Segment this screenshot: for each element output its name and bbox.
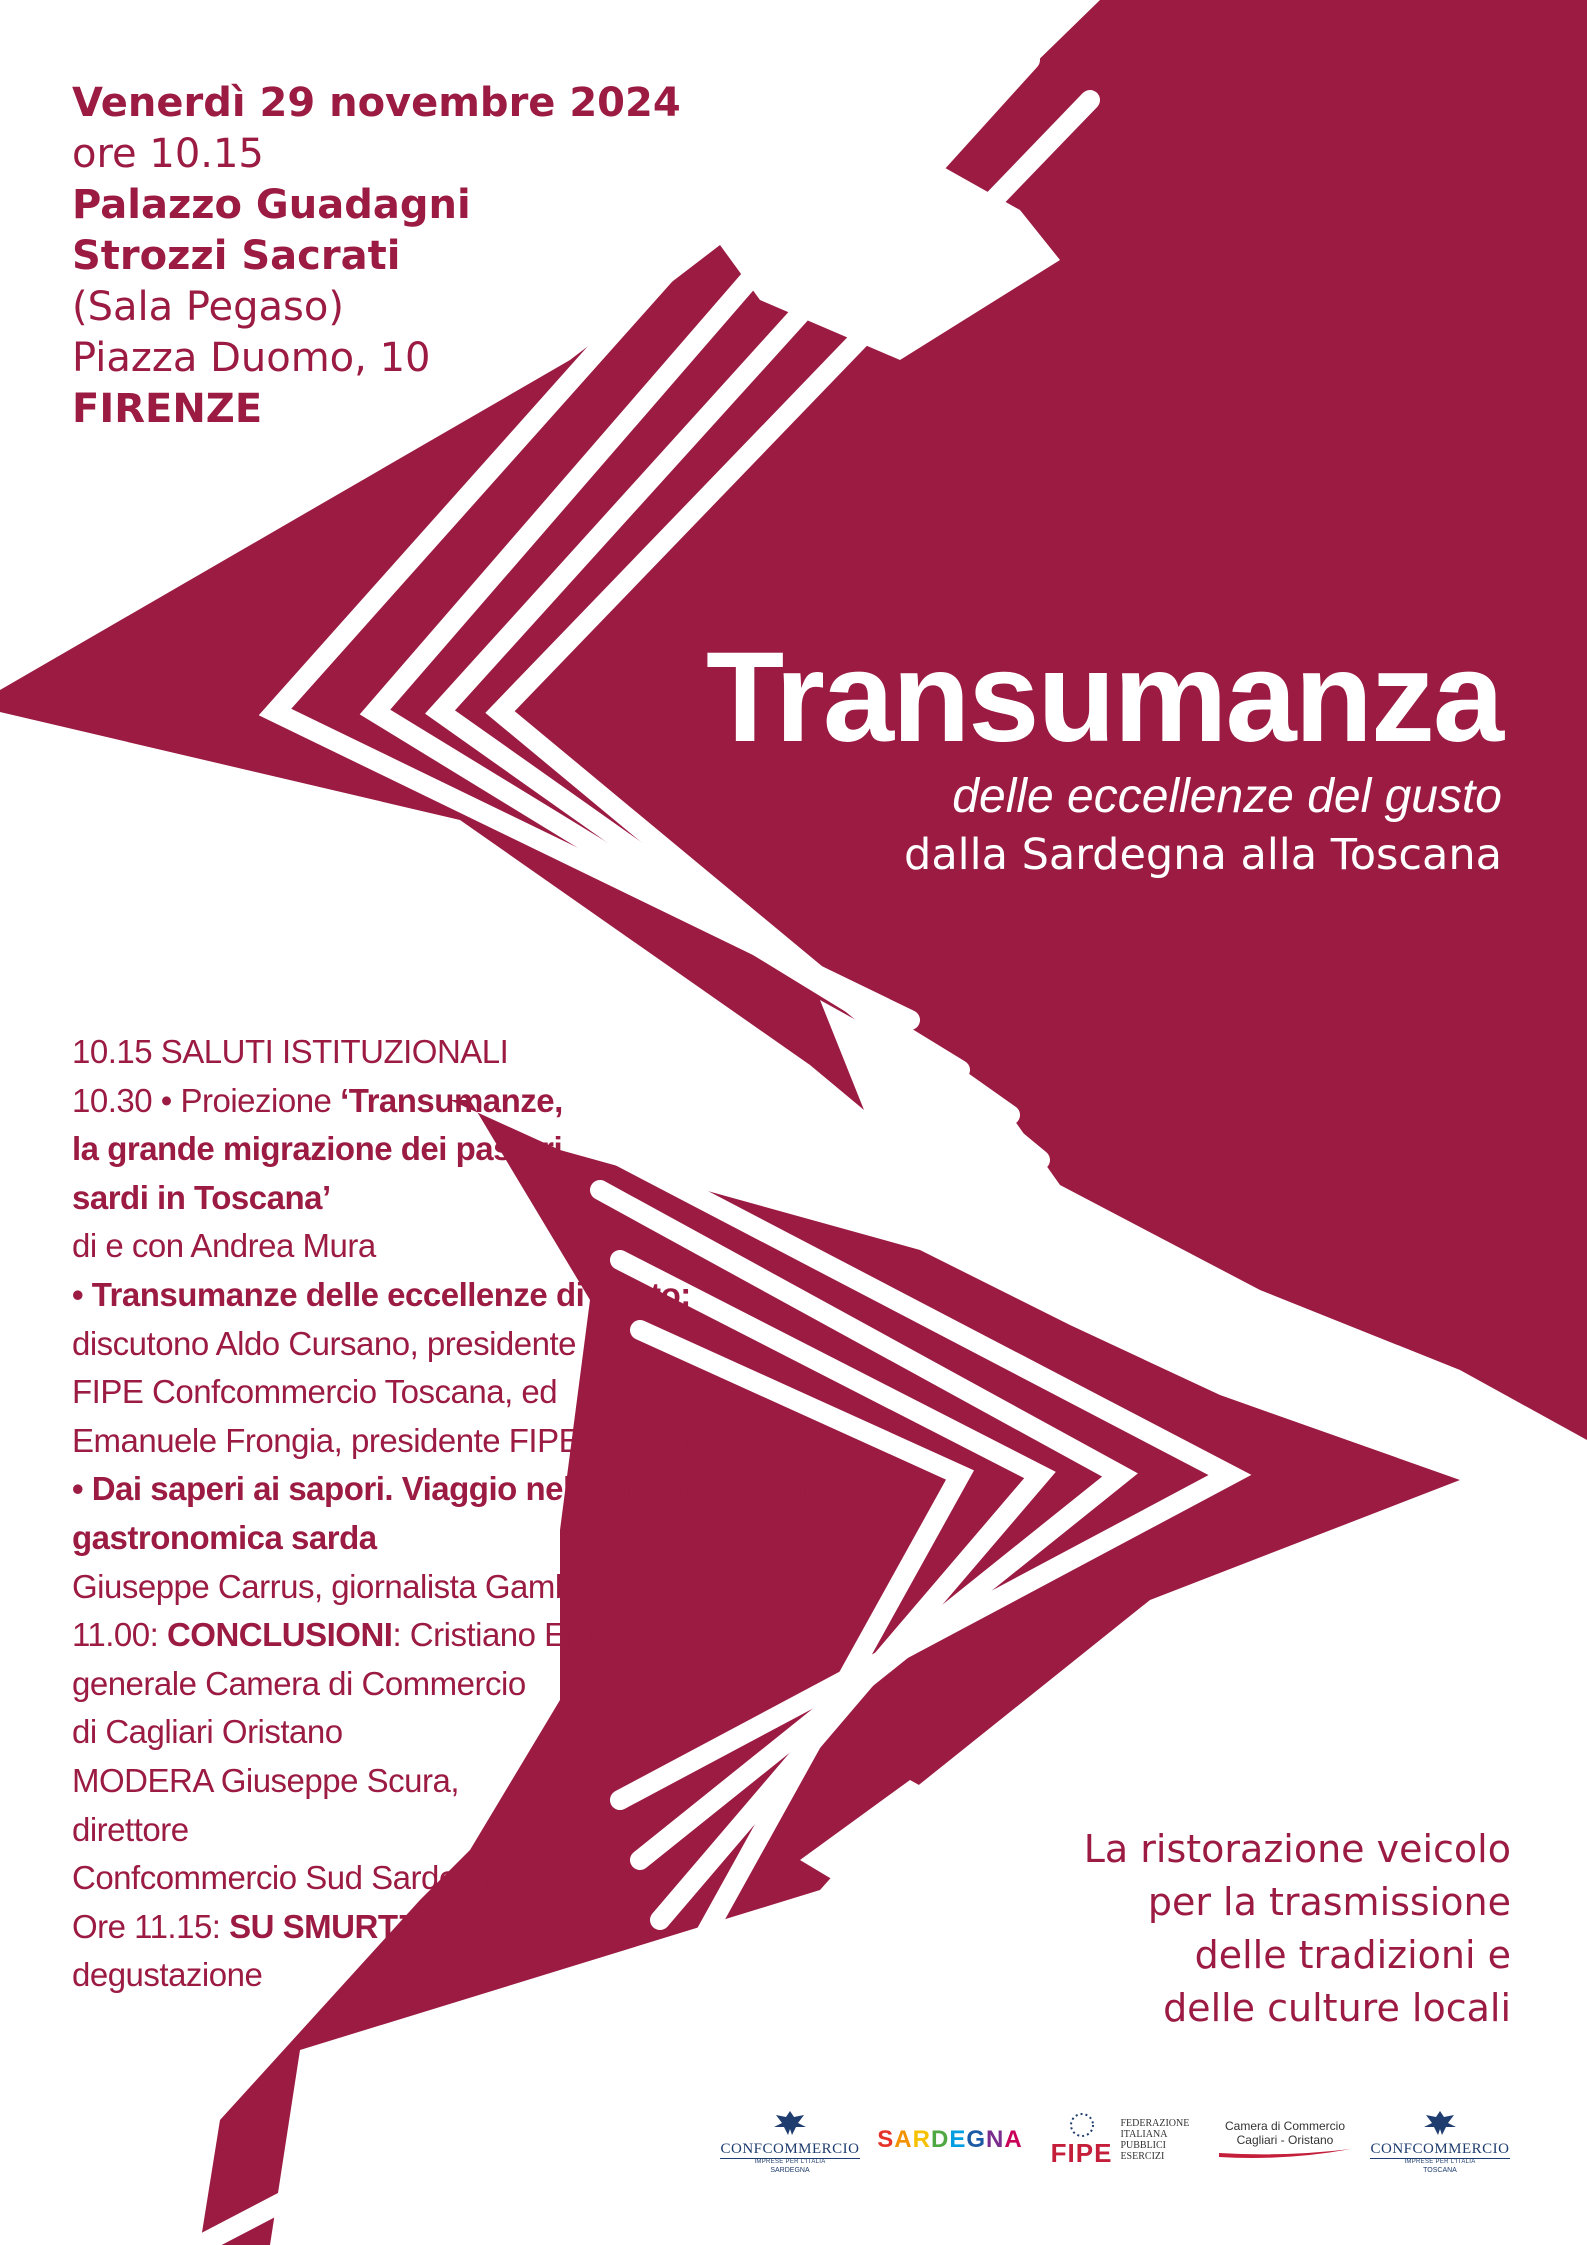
program-line: • Transumanze delle eccellenze di gusto: — [72, 1275, 691, 1313]
event-room: (Sala Pegaso) — [72, 284, 344, 330]
logo-text: FEDERAZIONE — [1120, 2118, 1190, 2129]
logo-text: ITALIANA — [1120, 2129, 1168, 2140]
confcommercio-toscana-logo — [1370, 2080, 1510, 2200]
fipe-description — [1120, 2118, 1189, 2162]
program-line: gastronomica sarda — [72, 1518, 377, 1556]
program-line: di e con Andrea Mura — [72, 1227, 376, 1265]
logo-text: IMPRESE PER L'ITALIA — [754, 2158, 826, 2165]
program — [72, 1028, 889, 2000]
program-text: 11.00: — [72, 1616, 167, 1654]
program-text: ‘Transumanze, — [340, 1081, 563, 1119]
logo-text: CONFCOMMERCIO — [1370, 2140, 1510, 2157]
logo-text: CONFCOMMERCIO — [720, 2140, 860, 2157]
camera-commercio-logo — [1210, 2080, 1360, 2200]
program-line: Confcommercio Sud Sardegna — [72, 1859, 511, 1897]
program-line: Giuseppe Carrus, giornalista Gambero Rosso — [72, 1567, 719, 1605]
fipe-logo — [1045, 2080, 1195, 2200]
tagline — [911, 1823, 1511, 2035]
tagline-line: delle tradizioni e — [1194, 1933, 1511, 1977]
sardegna-letter: S — [877, 2126, 895, 2153]
sardegna-letter: N — [986, 2126, 1005, 2153]
sardegna-wordmark — [877, 2126, 1022, 2154]
logo-text: IMPRESE PER L'ITALIA — [1404, 2158, 1476, 2165]
tagline-line: per la trasmissione — [1147, 1880, 1511, 1924]
program-line: MODERA Giuseppe Scura, — [72, 1761, 459, 1799]
program-line: • Dai saperi ai sapori. Viaggio nell’autentica tradizione — [72, 1470, 889, 1508]
program-line: la grande migrazione dei pastori — [72, 1130, 563, 1168]
sardegna-letter: A — [1004, 2126, 1023, 2153]
fipe-mark — [1051, 2112, 1113, 2169]
sardegna-letter: G — [966, 2126, 987, 2153]
sardegna-letter: D — [930, 2126, 950, 2153]
program-line — [72, 1903, 889, 1952]
program-line — [72, 1077, 889, 1126]
event-address: Piazza Duomo, 10 — [72, 335, 431, 381]
program-text: : Cristiano Erriu, segretario — [392, 1616, 771, 1654]
event-date: Venerdì 29 novembre 2024 — [72, 80, 681, 126]
program-line: 10.15 SALUTI ISTITUZIONALI — [72, 1033, 509, 1070]
confcommercio-sardegna-logo — [720, 2080, 860, 2200]
program-line — [72, 1611, 889, 1660]
subtitle-2: dalla Sardegna alla Toscana — [904, 830, 1502, 880]
program-text: SU SMURTZU — [229, 1907, 441, 1945]
logo-text: ESERCIZI — [1120, 2151, 1165, 2162]
logo-text: PUBBLICI — [1120, 2140, 1167, 2151]
sardegna-letter: E — [949, 2126, 967, 2153]
program-line: Emanuele Frongia, presidente FIPE Sardegna — [72, 1421, 728, 1459]
event-time: ore 10.15 — [72, 131, 264, 177]
program-text: 10.30 • Proiezione — [72, 1081, 341, 1119]
title-block — [706, 628, 1502, 884]
program-line: FIPE Confcommercio Toscana, ed — [72, 1373, 558, 1411]
stars-icon — [1062, 2112, 1102, 2138]
program-line: di Cagliari Oristano — [72, 1713, 343, 1751]
logo-text: SARDEGNA — [770, 2166, 810, 2174]
camera-text — [1225, 2119, 1345, 2147]
tagline-line: La ristorazione veicolo — [1083, 1827, 1511, 1871]
logo-text: TOSCANA — [1423, 2166, 1457, 2174]
sardegna-logo — [870, 2080, 1030, 2200]
logo-text: Cagliari - Oristano — [1236, 2133, 1334, 2147]
program-line: generale Camera di Commercio — [72, 1664, 526, 1702]
tagline-line: delle culture locali — [1163, 1986, 1511, 2030]
sponsor-logos — [700, 2080, 1520, 2200]
event-city: FIRENZE — [72, 386, 263, 432]
program-line: sardi in Toscana’ — [72, 1178, 331, 1216]
event-info — [72, 78, 681, 435]
subtitle: delle eccellenze del gusto — [952, 770, 1502, 823]
eagle-icon — [1420, 2107, 1460, 2139]
program-line: degustazione — [72, 1956, 263, 1994]
logo-text: FIPE — [1050, 2137, 1113, 2168]
event-venue-line2: Strozzi Sacrati — [72, 233, 401, 279]
sardegna-letter: R — [912, 2126, 931, 2153]
swoosh-icon — [1215, 2147, 1355, 2161]
program-line: direttore — [72, 1810, 189, 1848]
program-text: Ore 11.15: — [72, 1907, 230, 1945]
program-text: CONCLUSIONI — [166, 1616, 393, 1654]
event-venue-line1: Palazzo Guadagni — [72, 182, 471, 228]
program-line: discutono Aldo Cursano, presidente — [72, 1324, 577, 1362]
sardegna-letter: A — [894, 2126, 913, 2153]
eagle-icon — [770, 2107, 810, 2139]
main-title: Transumanza — [705, 626, 1502, 769]
logo-text: Camera di Commercio — [1224, 2119, 1346, 2133]
